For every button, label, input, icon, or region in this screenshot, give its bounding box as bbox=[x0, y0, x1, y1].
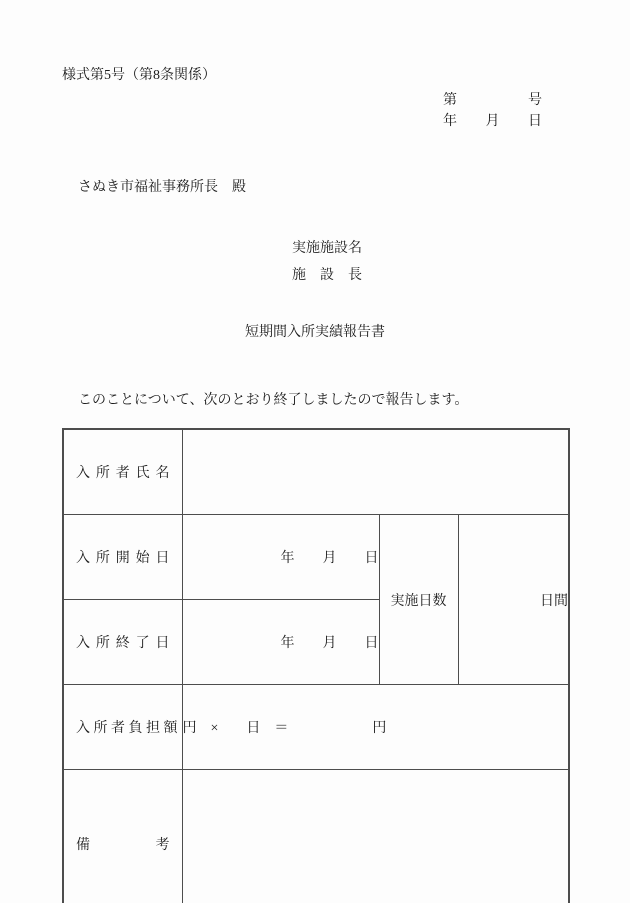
charge-label-cell bbox=[63, 685, 182, 770]
resident-name-label-cell bbox=[63, 429, 182, 515]
admission-end-label-cell bbox=[63, 600, 182, 685]
resident-name-label: 入 所 者 氏 名 bbox=[76, 466, 170, 481]
admission-end-label: 入 所 終 了 日 bbox=[76, 636, 170, 651]
date-line bbox=[443, 110, 542, 130]
body-text: このことについて、次のとおり終了しましたので報告します。 bbox=[78, 393, 469, 408]
implementation-days-label-cell: 実施日数 bbox=[379, 515, 458, 685]
charge-value-cell: 円 × 日 ＝ 円 bbox=[182, 685, 569, 770]
date-month-label: 月 bbox=[485, 114, 500, 129]
date-year-label: 年 bbox=[443, 114, 457, 129]
charge-row bbox=[63, 685, 569, 770]
remarks-label-cell bbox=[63, 770, 182, 903]
sender-director-label: 施 設 長 bbox=[292, 268, 362, 283]
form-number: 様式第5号（第8条関係） bbox=[62, 68, 216, 83]
doc-number-suffix: 号 bbox=[528, 93, 542, 108]
remarks-label: 備 考 bbox=[76, 838, 170, 854]
implementation-days-value-cell: 日間 bbox=[458, 515, 569, 685]
sender-facility-label: 実施施設名 bbox=[292, 241, 362, 256]
remarks-value-cell bbox=[182, 770, 569, 903]
doc-number-prefix: 第 bbox=[443, 93, 457, 108]
resident-name-value-cell bbox=[182, 429, 569, 515]
document-title: 短期間入所実績報告書 bbox=[245, 325, 385, 340]
remarks-row bbox=[63, 770, 569, 903]
admission-start-value-cell: 年 月 日 bbox=[182, 515, 379, 600]
admission-start-label-cell bbox=[63, 515, 182, 600]
report-table bbox=[62, 428, 570, 903]
document-number-line bbox=[443, 89, 542, 109]
admission-start-row bbox=[63, 515, 569, 600]
charge-label: 入 所 者 負 担 額 bbox=[76, 721, 178, 736]
date-day-label: 日 bbox=[528, 114, 542, 129]
admission-start-label: 入 所 開 始 日 bbox=[76, 551, 170, 566]
resident-name-row bbox=[63, 429, 569, 515]
admission-end-value-cell: 年 月 日 bbox=[182, 600, 379, 685]
addressee: さぬき市福祉事務所長 殿 bbox=[78, 180, 246, 195]
